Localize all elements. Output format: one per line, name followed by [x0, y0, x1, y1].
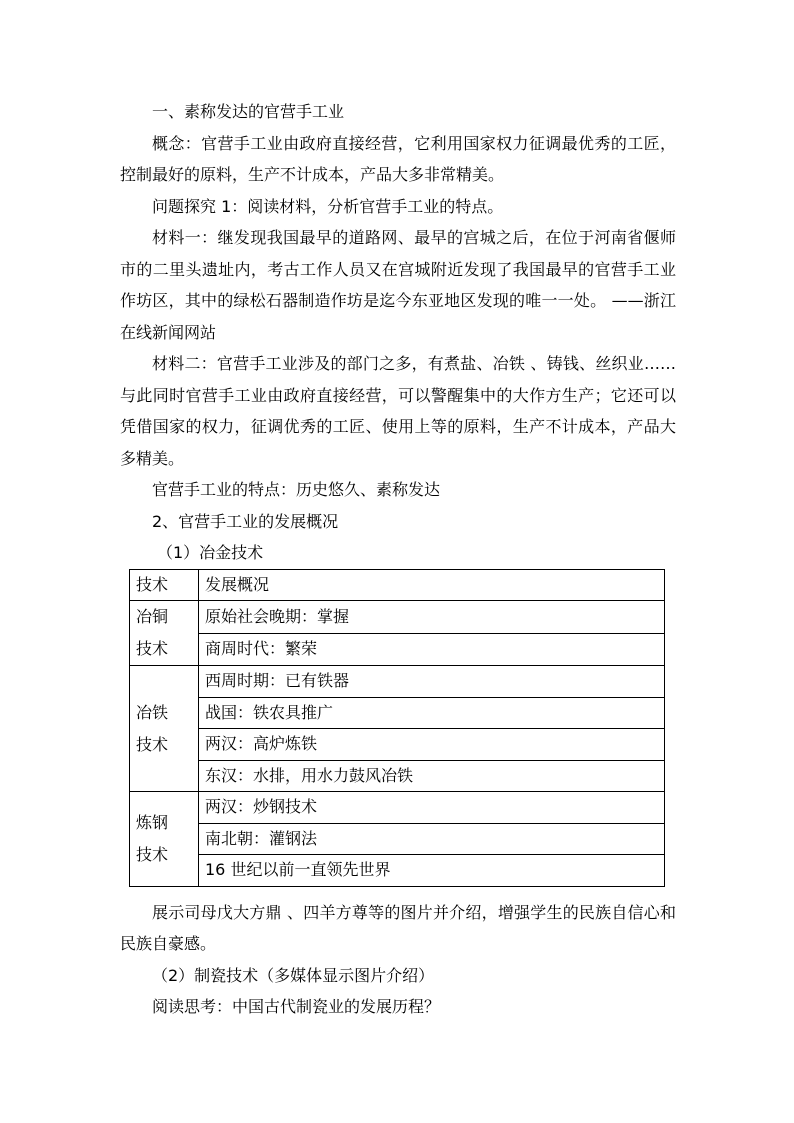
table-cell: 16 世纪以前一直领先世界: [199, 855, 665, 887]
header-cell-overview: 发展概况: [199, 569, 665, 601]
category-label: 炼钢: [136, 812, 169, 832]
document-page: [120, 96, 676, 1023]
inquiry-paragraph: 问题探究 1：阅读材料，分析官营手工业的特点。: [152, 196, 504, 216]
reading-question: 阅读思考：中国古代制瓷业的发展历程？: [152, 997, 441, 1016]
table-row: [130, 855, 665, 887]
table-cell: 商周时代：繁荣: [199, 633, 665, 666]
table-cell: 西周时期：已有铁器: [199, 666, 665, 698]
table-row: [130, 601, 665, 634]
display-note-paragraph: 展示司母戊大方鼎 、四羊方尊等的图片并介绍，增强学生的民族自信心和民族自豪感。: [120, 902, 676, 953]
header-cell-technique: 技术: [130, 569, 199, 601]
table-cell: 东汉：水排，用水力鼓风冶铁: [199, 760, 665, 792]
category-cell-steel: [130, 792, 199, 887]
table-row: [130, 792, 665, 824]
metallurgy-heading: （1）冶金技术: [157, 543, 264, 562]
table-row: [130, 633, 665, 666]
table-cell: 战国：铁农具推广: [199, 697, 665, 729]
table-cell: 两汉：高炉炼铁: [199, 729, 665, 761]
category-label: 冶铁: [136, 702, 169, 722]
category-cell-copper: [130, 601, 199, 666]
table-cell: 南北朝：灌钢法: [199, 823, 665, 855]
table-header-row: [130, 569, 665, 601]
subsection-heading: 2、官营手工业的发展概况: [152, 511, 339, 531]
concept-paragraph: 概念：官营手工业由政府直接经营，它利用国家权力征调最优秀的工匠，控制最好的原料，生产不计成本，产品大多非常精美。: [120, 133, 676, 184]
table-row: [130, 760, 665, 792]
section-title: 一、素称发达的官营手工业: [152, 102, 345, 121]
metallurgy-table: [129, 569, 665, 887]
table-row: [130, 823, 665, 855]
features-paragraph: 官营手工业的特点：历史悠久、素称发达: [152, 480, 441, 499]
porcelain-heading: （2）制瓷技术（多媒体显示图片介绍）: [152, 965, 435, 985]
table-row: [130, 697, 665, 729]
material-one-paragraph: 材料一：继发现我国最早的道路网、最早的宫城之后，在位于河南省偃师市的二里头遗址内，考古工作人员又在宫城附近发现了我国最早的官营手工业作坊区，其中的绿松石器制造作坊是迄今东亚地区发现的唯一一处。 ——浙江在线新闻网站: [120, 228, 676, 342]
category-label: 技术: [136, 639, 169, 658]
category-label: 技术: [136, 844, 169, 864]
category-label: 技术: [136, 734, 169, 754]
category-cell-iron: [130, 666, 199, 792]
table-row: [130, 666, 665, 698]
table-cell: 原始社会晚期：掌握: [199, 601, 665, 634]
table-cell: 两汉：炒钢技术: [199, 792, 665, 824]
material-two-paragraph: 材料二：官营手工业涉及的部门之多，有煮盐、冶铁 、铸钱、丝织业……与此同时官营手工业由政府直接经营，可以警醒集中的大作方生产；它还可以凭借国家的权力，征调优秀的工匠、使用上等的原料，生产不计成本，产品大多精美。: [120, 354, 676, 468]
table-row: [130, 729, 665, 761]
category-label: 冶铜: [136, 607, 169, 626]
